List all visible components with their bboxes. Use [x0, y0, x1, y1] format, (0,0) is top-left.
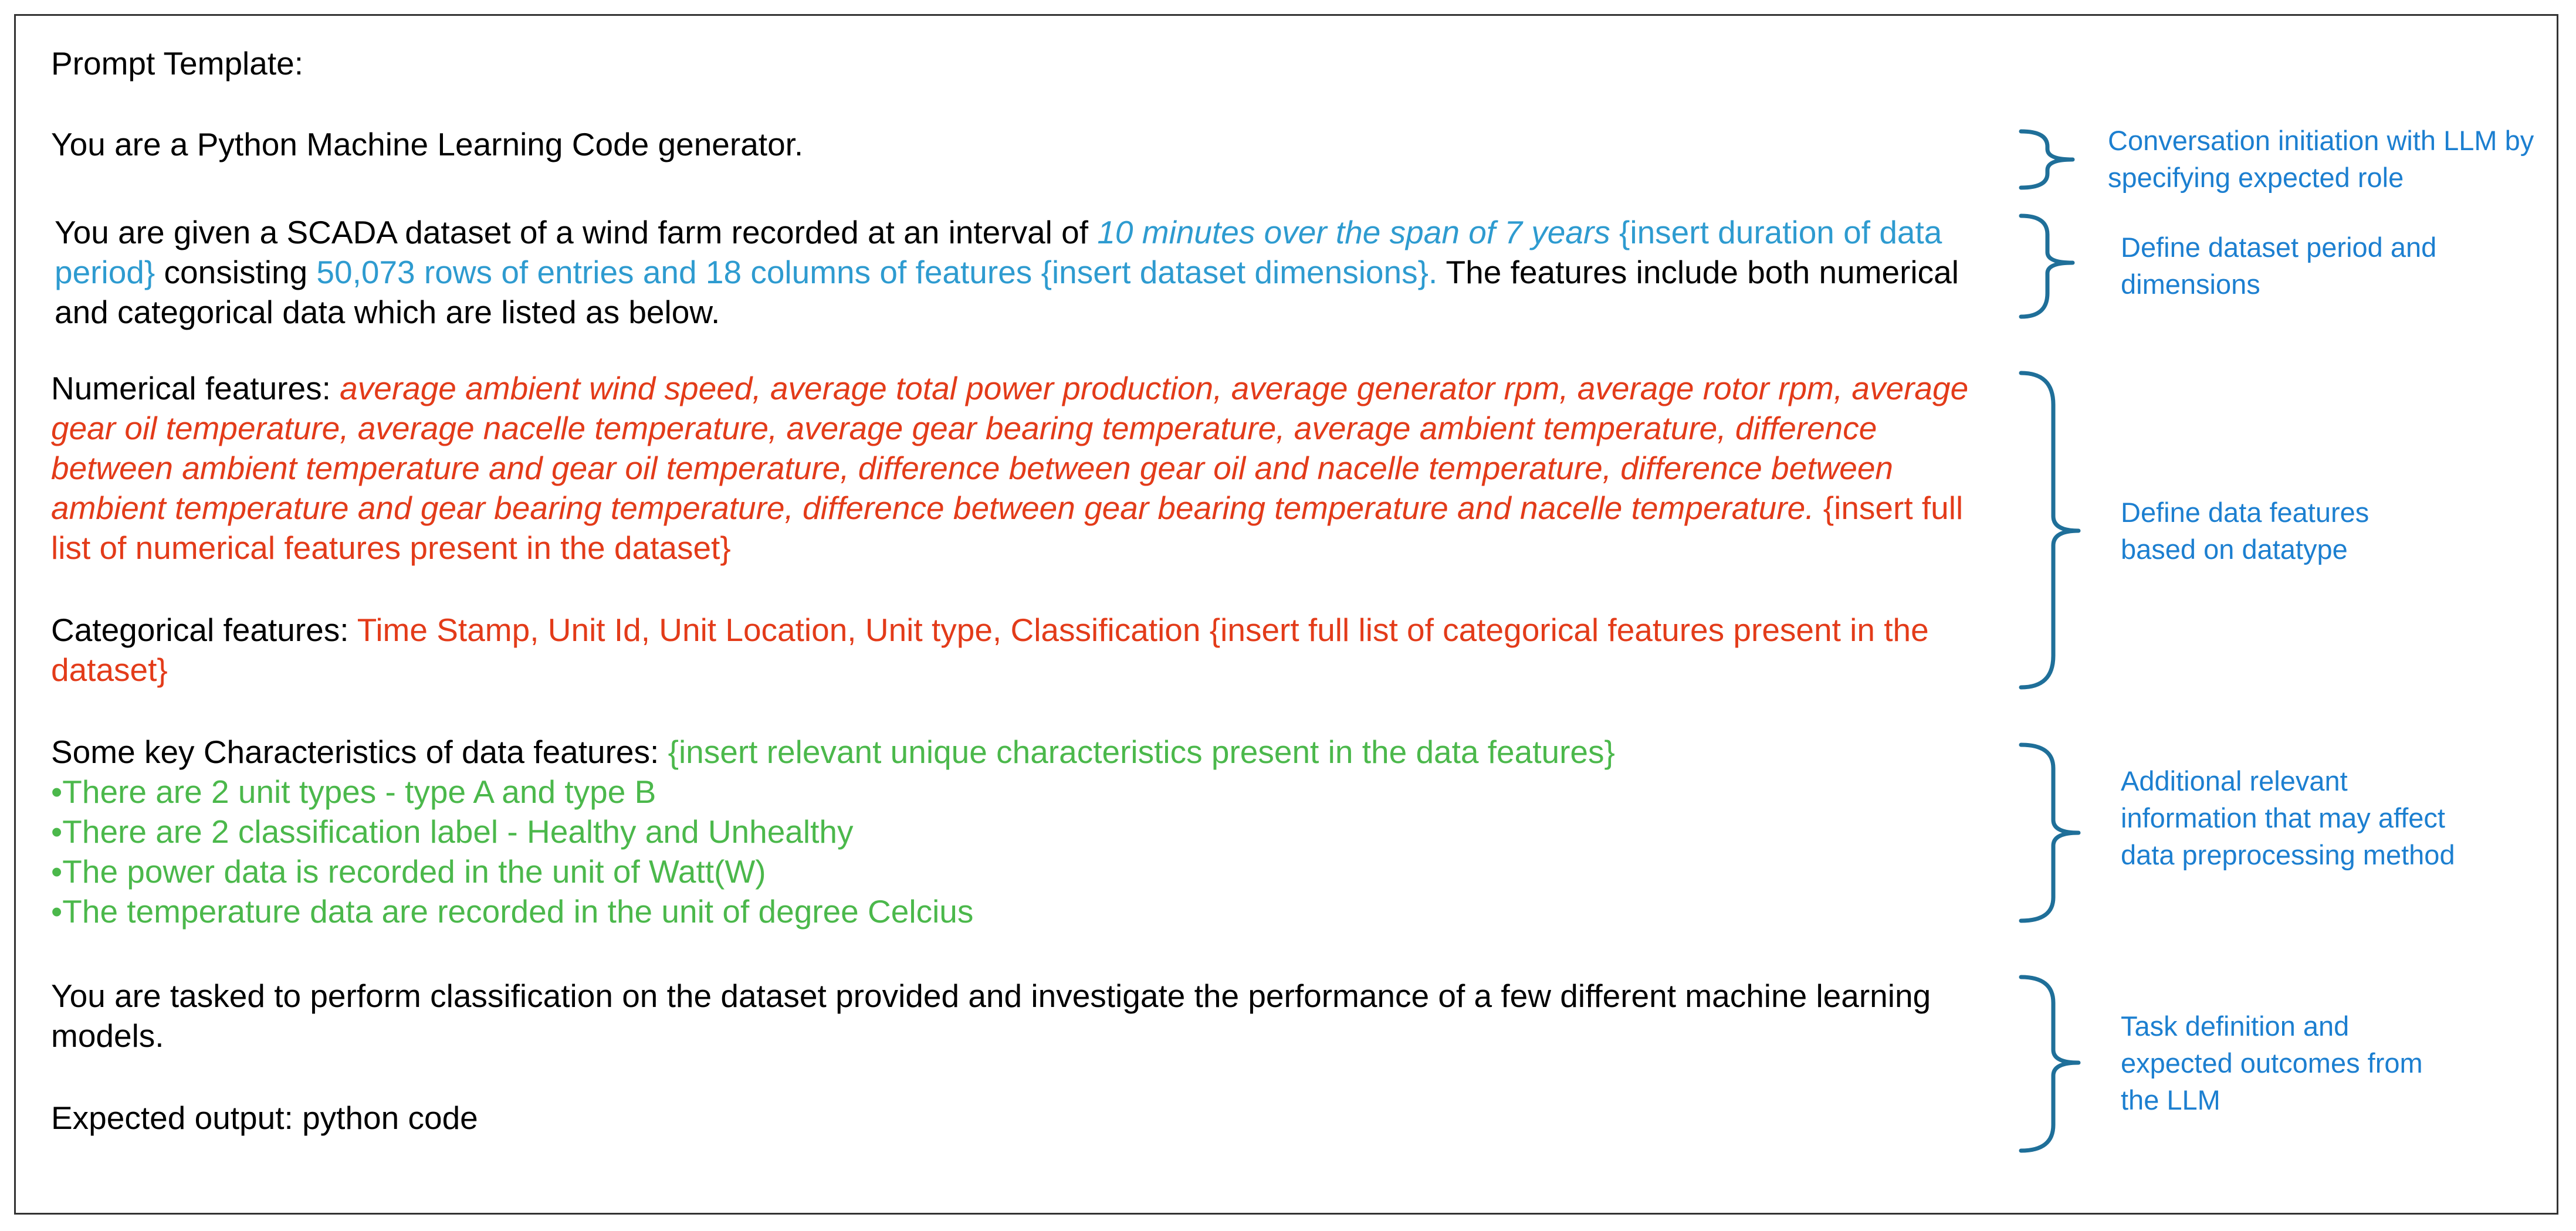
numerical-list: average ambient wind speed, average total power production, average generator rpm, average rotor rpm, average gear oil temperature, average nacelle temperature, average gear bearing temperature, average ambient temperature, difference between ambient temperature and gear oil temperature, difference between gear oil and nacelle temperature, difference between ambient temperature and gear bearing temperature, difference between gear bearing temperature and nacelle temperature.: [51, 370, 1969, 526]
bracket-features: [2021, 373, 2079, 687]
bracket-task: [2021, 977, 2079, 1151]
dataset-text-1: You are given a SCADA dataset of a wind farm recorded at an interval of: [55, 214, 1098, 250]
characteristics-hint: {insert relevant unique characteristics present in the data features}: [668, 734, 1615, 770]
categorical-label: Categorical features:: [51, 612, 357, 648]
characteristic-item: •There are 2 classification label - Healthy and Unhealthy: [51, 813, 854, 850]
dataset-duration: 10 minutes over the span of 7 years: [1097, 214, 1610, 250]
bracket-role: [2021, 131, 2073, 188]
annotation-features: Define data features based on datatype: [2121, 497, 2369, 565]
annotation-task: Task definition and expected outcomes from the LLM: [2121, 1010, 2423, 1115]
dataset-dimensions-hint: {insert dataset dimensions}.: [1032, 254, 1438, 290]
dataset-text-2: consisting: [155, 254, 317, 290]
annotation-characteristics: Additional relevant information that may affect data preprocessing method: [2121, 765, 2455, 870]
dataset-dimensions: 50,073 rows of entries and 18 columns of features: [316, 254, 1033, 290]
bracket-dataset: [2021, 216, 2073, 317]
numerical-label: Numerical features:: [51, 370, 340, 406]
numerical-hint: {insert full list of numerical features present in the dataset}: [51, 490, 1964, 566]
characteristic-item: •The temperature data are recorded in the unit of degree Celcius: [51, 893, 974, 930]
categorical-hint: {insert full list of categorical features present in the dataset}: [51, 612, 1929, 688]
characteristic-item: •The power data is recorded in the unit of Watt(W): [51, 853, 766, 890]
characteristics-label: Some key Characteristics of data features:: [51, 734, 668, 770]
annotation-role: Conversation initiation with LLM by specifying expected role: [2108, 125, 2534, 193]
dataset-duration-hint: {insert duration of data period}: [55, 214, 1942, 290]
expected-output: Expected output: python code: [51, 1100, 478, 1136]
categorical-list: Time Stamp, Unit Id, Unit Location, Unit type, Classification: [357, 612, 1201, 648]
template-title: Prompt Template:: [51, 45, 304, 82]
task-definition: You are tasked to perform classification on the dataset provided and investigate the performance of a few different machine learning models.: [51, 978, 1931, 1054]
annotation-dataset: Define dataset period and dimensions: [2121, 232, 2437, 300]
bracket-characteristics: [2021, 745, 2079, 921]
dataset-text-3: The features include both numerical and categorical data which are listed as below.: [55, 254, 1959, 330]
characteristic-item: •There are 2 unit types - type A and type B: [51, 774, 656, 810]
role-statement: You are a Python Machine Learning Code generator.: [51, 126, 804, 162]
